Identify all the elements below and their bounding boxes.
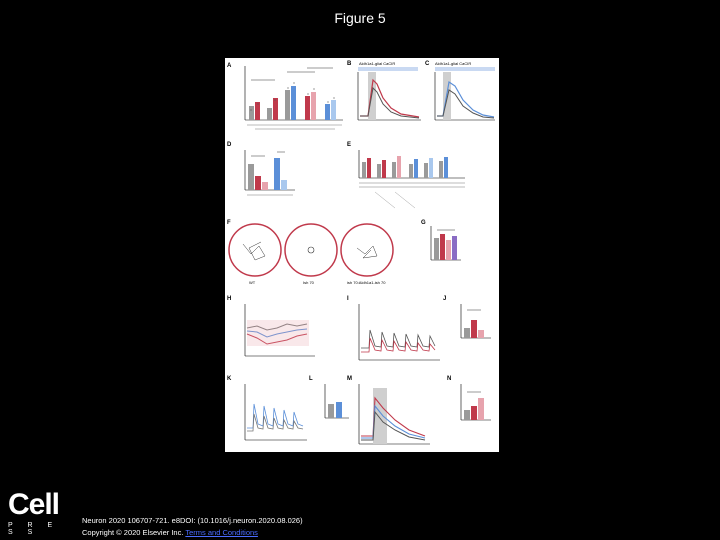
panel-g — [421, 220, 461, 260]
bar-a6 — [291, 86, 296, 120]
open-field-label-3: ish 70:Aldh1a1-ish 70 — [347, 280, 386, 285]
panel-letter-d: D — [227, 142, 232, 148]
slide-title: Figure 5 — [334, 10, 386, 26]
panel-letter-k: K — [227, 376, 232, 382]
panel-letter-h: H — [227, 296, 232, 302]
panel-b-title: Aldh1a1-glial CaCIR — [359, 61, 396, 66]
bar-a2 — [255, 102, 260, 120]
bar-a1 — [249, 106, 254, 120]
panel-letter-m: M — [347, 376, 352, 382]
terms-and-conditions-link[interactable]: Terms and Conditions — [185, 528, 258, 537]
panel-l — [309, 376, 349, 418]
bar-a9 — [325, 104, 330, 120]
panel-letter-g: G — [421, 220, 426, 226]
bar-a8 — [311, 92, 316, 120]
panel-b — [347, 61, 421, 120]
panel-letter-c: C — [425, 61, 430, 67]
open-field-label-2: Ish 70 — [303, 280, 314, 285]
panel-c-title: Aldh1a1-glial CaCIR — [435, 61, 472, 66]
bar-a10 — [331, 100, 336, 120]
panel-e — [347, 142, 465, 208]
panel-letter-e: E — [347, 142, 352, 148]
panel-j — [443, 296, 491, 338]
panel-f — [227, 220, 393, 285]
bar-a3 — [267, 108, 272, 120]
panel-c — [425, 61, 495, 120]
copyright-line — [82, 528, 258, 537]
copyright-text: Copyright © 2020 Elsevier Inc. — [82, 528, 184, 537]
bar-a4 — [273, 98, 278, 120]
cell-press-logo — [8, 490, 74, 534]
bar-a7 — [305, 96, 310, 120]
open-field-ish70 — [285, 224, 337, 276]
panel-h — [227, 296, 315, 356]
panel-n — [447, 376, 491, 420]
panel-letter-b: B — [347, 61, 352, 67]
panel-letter-a: A — [227, 63, 232, 69]
panel-i — [347, 296, 440, 360]
citation-text: Neuron 2020 106707-721. e8DOI: (10.1016/j.neuron.2020.08.026) — [82, 516, 303, 525]
panel-m — [347, 376, 430, 444]
logo-press-text: P R E S S — [8, 522, 59, 536]
panel-letter-n: N — [447, 376, 452, 382]
panel-a — [227, 63, 343, 130]
logo-cell-text: Cell — [8, 488, 60, 521]
panel-letter-l: L — [309, 376, 313, 382]
panel-letter-j: J — [443, 296, 447, 302]
open-field-combined — [341, 224, 393, 276]
figure-image — [225, 58, 499, 452]
panel-d — [227, 142, 295, 196]
figure-panels — [225, 58, 499, 452]
panel-letter-f: F — [227, 220, 231, 226]
panel-letter-i: I — [347, 296, 349, 302]
bar-a5 — [285, 90, 290, 120]
panel-k — [227, 376, 307, 440]
open-field-label-1: WT — [249, 280, 256, 285]
